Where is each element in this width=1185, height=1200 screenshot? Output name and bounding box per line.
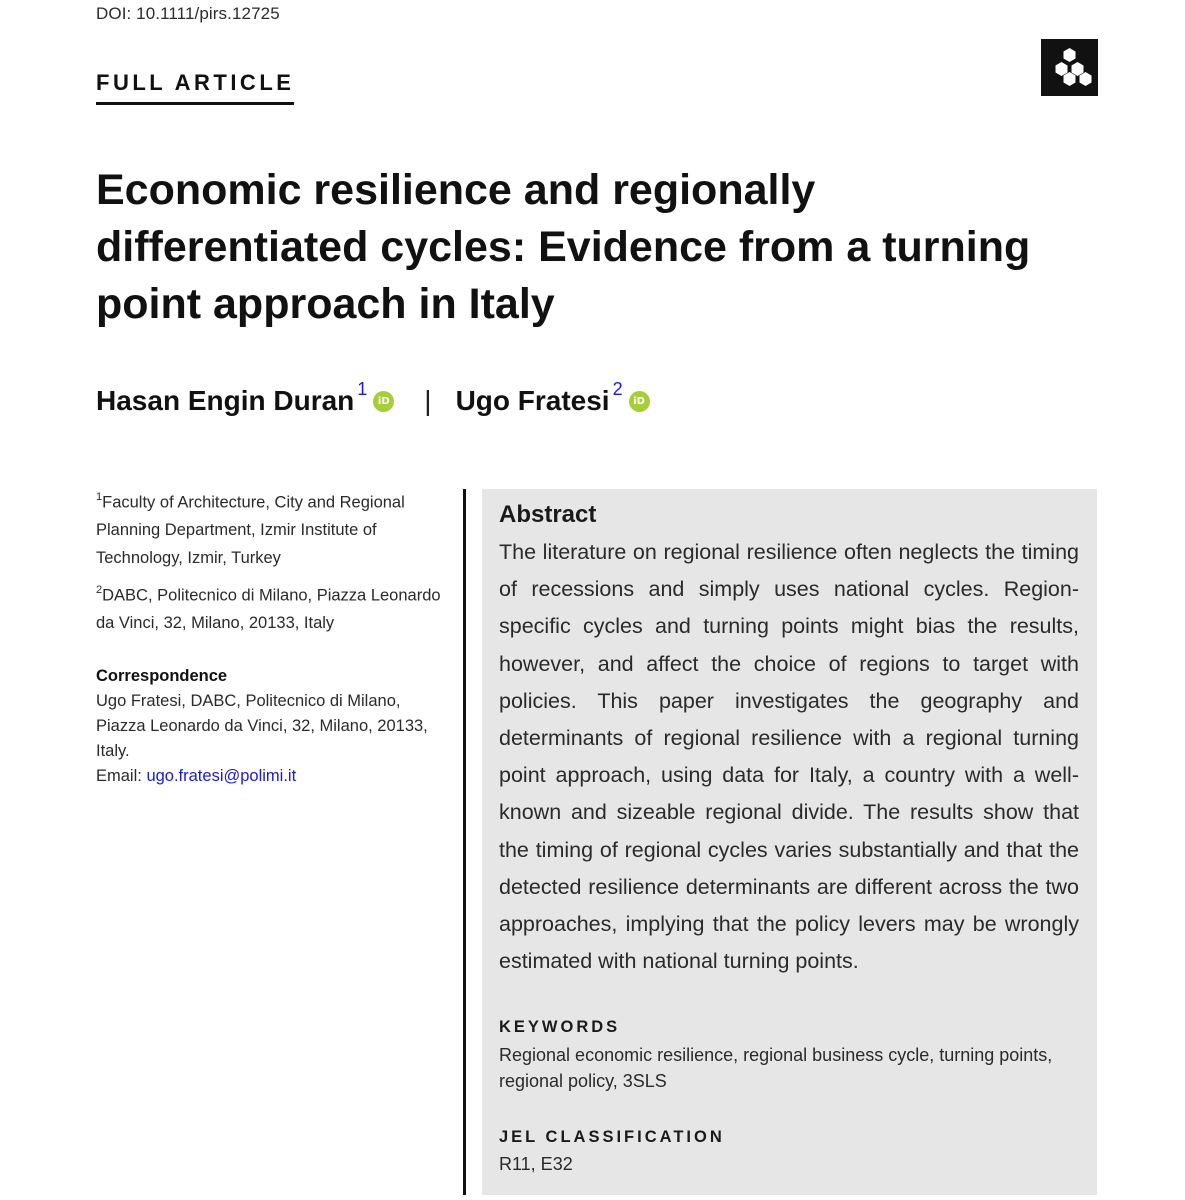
affiliation bbox=[96, 578, 446, 638]
orcid-icon[interactable]: iD bbox=[373, 391, 394, 412]
affiliation bbox=[96, 485, 446, 572]
affiliation-link[interactable]: 2 bbox=[612, 378, 623, 399]
keywords-text: Regional economic resilience, regional business cycle, turning points, regional policy, 3SLS bbox=[499, 1045, 1053, 1092]
jel-text: R11, E32 bbox=[499, 1154, 573, 1175]
affiliation-mark: 1 bbox=[96, 491, 103, 503]
hexagon-cluster-icon bbox=[1041, 39, 1098, 96]
correspondence bbox=[96, 664, 446, 789]
correspondence-address: Ugo Fratesi, DABC, Politecnico di Milano, Piazza Leonardo da Vinci, 32, Milano, 20133, Italy. bbox=[96, 691, 428, 760]
author-name[interactable]: Ugo Fratesi bbox=[455, 385, 610, 416]
article-title: Economic resilience and regionally differentiated cycles: Evidence from a turning point approach in Italy bbox=[96, 166, 1031, 328]
correspondence-email-line bbox=[96, 764, 446, 789]
doi: DOI: 10.1111/pirs.12725 bbox=[96, 4, 280, 23]
affiliation-text: DABC, Politecnico di Milano, Piazza Leonardo da Vinci, 32, Milano, 20133, Italy bbox=[96, 586, 441, 632]
abstract-heading: Abstract bbox=[499, 501, 597, 528]
author-list bbox=[96, 378, 650, 417]
affiliation-link[interactable]: 1 bbox=[357, 378, 368, 399]
author-separator: | bbox=[424, 385, 432, 416]
keywords-heading: KEYWORDS bbox=[499, 1018, 621, 1037]
column-divider bbox=[463, 489, 466, 1195]
orcid-icon[interactable]: iD bbox=[629, 391, 650, 412]
affiliation-text: Faculty of Architecture, City and Regional Planning Department, Izmir Institute of Technology, Izmir, Turkey bbox=[96, 493, 405, 567]
email-link[interactable]: ugo.fratesi@polimi.it bbox=[146, 766, 297, 785]
author-info-column bbox=[96, 485, 446, 789]
affiliation-mark: 2 bbox=[96, 584, 103, 596]
jel-heading: JEL CLASSIFICATION bbox=[499, 1128, 725, 1147]
abstract-panel bbox=[482, 489, 1097, 1195]
journal-logo bbox=[1041, 39, 1098, 96]
author-name[interactable]: Hasan Engin Duran bbox=[96, 385, 355, 416]
abstract-text: The literature on regional resilience often neglects the timing of recessions and simply uses national cycles. Region-specific cycles and turning points might bias the results, however, and affect the choice of regions to target with policies. This paper investigates the geography and determinants of regional resilience with a regional turning point approach, using data for Italy, a country with a well-known and sizeable regional divide. The results show that the timing of regional cycles varies substantially and that the detected resilience determinants are different across the two approaches, implying that the policy levers may be wrongly estimated with national turning points. bbox=[499, 540, 1079, 974]
article-type-label: FULL ARTICLE bbox=[96, 70, 294, 105]
email-label: Email: bbox=[96, 766, 147, 785]
correspondence-heading: Correspondence bbox=[96, 666, 228, 685]
